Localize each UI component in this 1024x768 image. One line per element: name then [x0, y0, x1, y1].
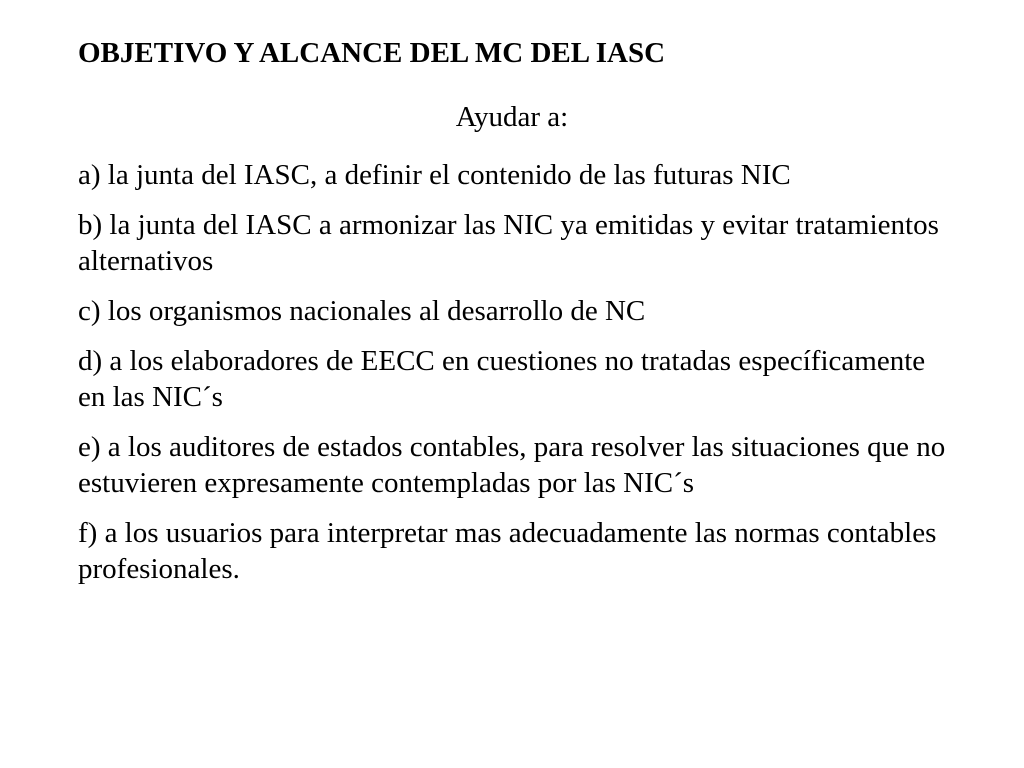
objective-list — [78, 157, 958, 601]
list-item-b: b) la junta del IASC a armonizar las NIC ya emitidas y evitar tratamientos alternativos — [78, 209, 939, 277]
list-item-f: f) a los usuarios para interpretar mas adecuadamente las normas contables profesionales. — [78, 517, 937, 585]
slide-title: OBJETIVO Y ALCANCE DEL MC DEL IASC — [78, 37, 666, 69]
list-item-c: c) los organismos nacionales al desarrollo de NC — [78, 295, 646, 327]
intro-text: Ayudar a: — [455, 101, 569, 133]
list-item-a: a) la junta del IASC, a definir el contenido de las futuras NIC — [78, 159, 791, 191]
list-item-e: e) a los auditores de estados contables, para resolver las situaciones que no estuvieren expresamente contempladas por las NIC´s — [78, 431, 946, 499]
slide-intro — [0, 99, 1024, 135]
list-item-d: d) a los elaboradores de EECC en cuestiones no tratadas específicamente en las NIC´s — [78, 345, 926, 413]
